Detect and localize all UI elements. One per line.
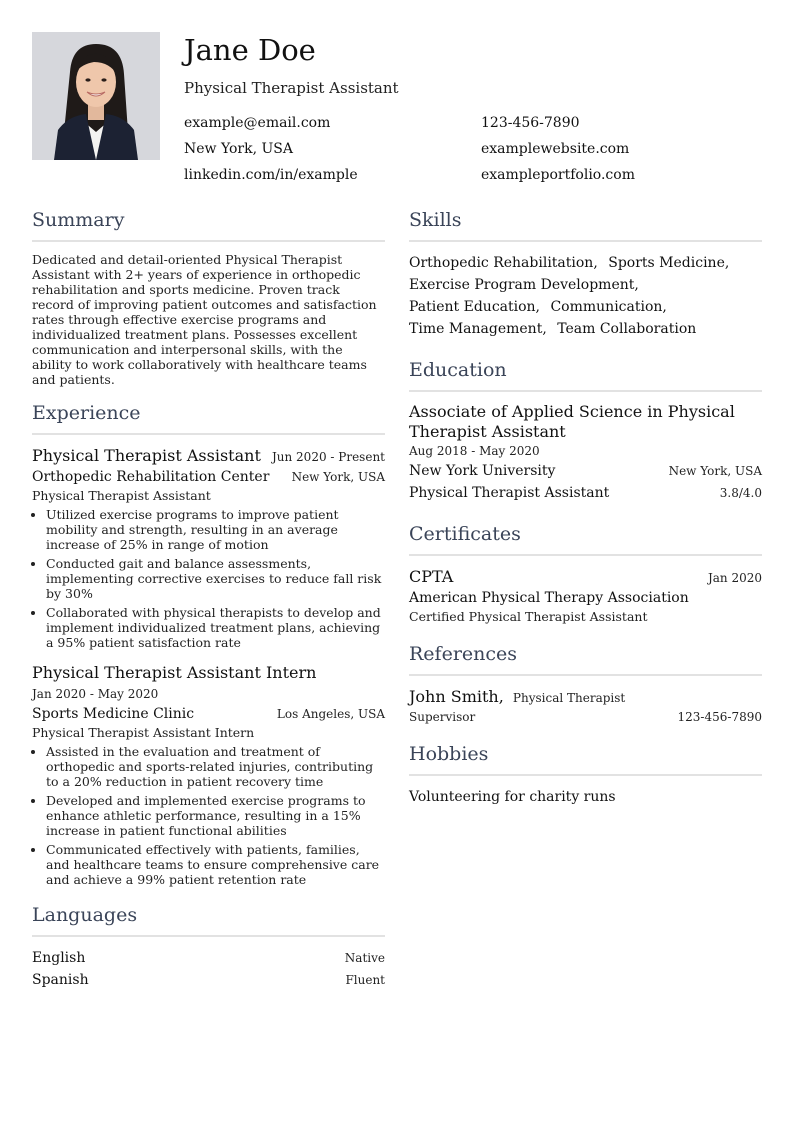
- skill-item: Orthopedic Rehabilitation,: [409, 255, 598, 271]
- reference-phone[interactable]: 123-456-7890: [677, 710, 762, 724]
- hobbies-divider: [409, 774, 762, 776]
- experience-section: [32, 399, 385, 887]
- skill-item: Patient Education,: [409, 299, 541, 315]
- language-item: [32, 969, 385, 991]
- contact-email[interactable]: example@email.com: [184, 115, 331, 131]
- certificate-date: Jan 2020: [707, 571, 762, 585]
- language-item: [32, 947, 385, 969]
- summary-text: Dedicated and detail-oriented Physical Therapist Assistant with 2+ years of experience in orthopedic rehabilitation and sports medicine. Proven track record of improving patient outcomes and satisfaction rates through effective exercise programs and individualized treatment plans. Possesses excellent communication and interpersonal skills, with the ability to work collaboratively with healthcare teams and patients.: [32, 252, 377, 387]
- job-role: Physical Therapist Assistant: [32, 488, 211, 503]
- summary-section: [32, 206, 385, 387]
- job-location: New York, USA: [291, 470, 385, 484]
- language-level: Fluent: [345, 973, 385, 987]
- reference-title-cont: Supervisor: [409, 710, 476, 724]
- job-dates: Jun 2020 - Present: [271, 450, 385, 464]
- summary-divider: [32, 240, 385, 242]
- candidate-name: Jane Doe: [184, 33, 316, 67]
- hobbies-heading: Hobbies: [409, 743, 489, 765]
- certificate-description: Certified Physical Therapist Assistant: [409, 609, 648, 624]
- contact-portfolio[interactable]: exampleportfolio.com: [481, 167, 635, 183]
- job-bullet: • Developed and implemented exercise programs to enhance athletic performance, resulting in a 15% increase in patient functional abilities: [46, 793, 385, 838]
- experience-entry: [32, 445, 385, 650]
- profile-photo: [32, 32, 160, 160]
- language-name: English: [32, 950, 86, 966]
- right-column: [409, 206, 762, 808]
- hobbies-section: [409, 740, 762, 808]
- education-gpa: 3.8/4.0: [719, 486, 762, 500]
- education-divider: [409, 390, 762, 392]
- job-dates: Jan 2020 - May 2020: [32, 687, 159, 701]
- experience-heading: Experience: [32, 402, 141, 424]
- education-dates: Aug 2018 - May 2020: [409, 444, 540, 458]
- job-bullet: • Communicated effectively with patients, families, and healthcare teams to ensure comprehensive care and achieve a 99% patient retention rate: [46, 842, 385, 887]
- left-column: [32, 206, 385, 991]
- summary-heading: Summary: [32, 209, 125, 231]
- hobby-item: Volunteering for charity runs: [409, 789, 616, 805]
- certificate-name: CPTA: [409, 567, 454, 586]
- languages-heading: Languages: [32, 904, 138, 926]
- education-degree: Associate of Applied Science in Physical Therapist Assistant: [409, 402, 735, 441]
- skills-heading: Skills: [409, 209, 462, 231]
- skills-divider: [409, 240, 762, 242]
- job-bullet: • Conducted gait and balance assessments, implementing corrective exercises to reduce fall risk by 30%: [46, 556, 385, 601]
- reference-title: Physical Therapist: [512, 691, 626, 705]
- job-title: Physical Therapist Assistant Intern: [32, 663, 317, 682]
- education-heading: Education: [409, 359, 507, 381]
- education-section: [409, 356, 762, 504]
- experience-divider: [32, 433, 385, 435]
- certificates-section: [409, 520, 762, 626]
- language-name: Spanish: [32, 972, 89, 988]
- profile-photo-illustration: [32, 32, 160, 160]
- job-company: Sports Medicine Clinic: [32, 706, 195, 722]
- contact-location: New York, USA: [184, 141, 293, 157]
- job-location: Los Angeles, USA: [276, 707, 385, 721]
- education-field: Physical Therapist Assistant: [409, 485, 610, 501]
- job-bullet: • Collaborated with physical therapists to develop and implement individualized treatment plans, achieving a 95% patient satisfaction rate: [46, 605, 385, 650]
- job-title: Physical Therapist Assistant: [32, 446, 261, 465]
- skill-item: Exercise Program Development,: [409, 277, 639, 293]
- contact-phone[interactable]: 123-456-7890: [481, 115, 580, 131]
- education-location: New York, USA: [668, 464, 762, 478]
- job-bullets: [32, 507, 385, 650]
- job-bullets: [32, 744, 385, 887]
- references-heading: References: [409, 643, 518, 665]
- contact-website[interactable]: examplewebsite.com: [481, 141, 630, 157]
- languages-section: [32, 901, 385, 991]
- references-divider: [409, 674, 762, 676]
- education-school: New York University: [409, 463, 556, 479]
- certificate-issuer: American Physical Therapy Association: [409, 590, 689, 606]
- experience-entry: [32, 662, 385, 887]
- candidate-title: Physical Therapist Assistant: [184, 79, 399, 97]
- skill-item: Team Collaboration: [557, 321, 697, 337]
- skills-list: [409, 252, 762, 340]
- language-level: Native: [344, 951, 385, 965]
- skill-item: Sports Medicine,: [608, 255, 730, 271]
- job-bullet: • Utilized exercise programs to improve patient mobility and strength, resulting in an average increase of 25% in range of motion: [46, 507, 385, 552]
- certificates-divider: [409, 554, 762, 556]
- references-section: [409, 640, 762, 726]
- skill-item: Time Management,: [409, 321, 547, 337]
- contact-linkedin[interactable]: linkedin.com/in/example: [184, 167, 358, 183]
- job-company: Orthopedic Rehabilitation Center: [32, 469, 270, 485]
- skills-section: [409, 206, 762, 340]
- certificates-heading: Certificates: [409, 523, 521, 545]
- skill-item: Communication,: [550, 299, 667, 315]
- languages-divider: [32, 935, 385, 937]
- reference-name: John Smith,: [409, 687, 504, 706]
- job-bullet: • Assisted in the evaluation and treatment of orthopedic and sports-related injuries, contributing to a 20% reduction in patient recovery time: [46, 744, 385, 789]
- job-role: Physical Therapist Assistant Intern: [32, 725, 255, 740]
